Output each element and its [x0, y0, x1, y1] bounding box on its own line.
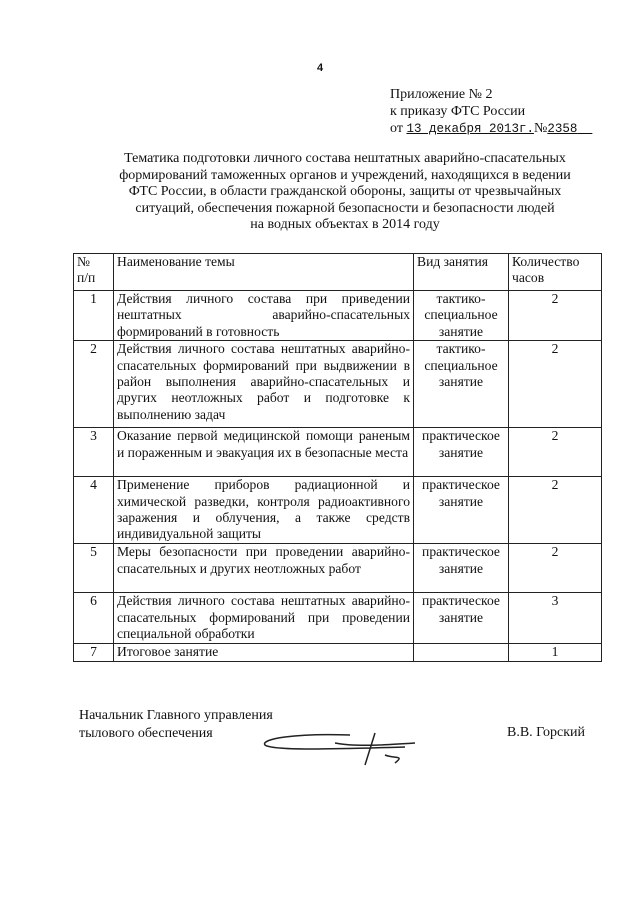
row-hours: 2 [509, 291, 602, 341]
row-name: Меры безопасности при проведении аварийно-спасательных и других неотложных работ [114, 544, 414, 593]
date-prefix: от [390, 121, 403, 136]
table-row [74, 477, 602, 544]
table-row [74, 544, 602, 593]
row-hours: 2 [509, 477, 602, 544]
row-type: практическое занятие [414, 544, 509, 593]
header-hours: Количество часов [509, 254, 602, 291]
title-line: ситуаций, обеспечения пожарной безопасности и безопасности людей [135, 200, 555, 216]
row-num: 3 [74, 428, 114, 477]
row-type: тактико-специальное занятие [414, 291, 509, 341]
order-number: 2358 [547, 122, 578, 136]
row-num: 5 [74, 544, 114, 593]
header-type: Вид занятия [414, 254, 509, 291]
row-num: 6 [74, 593, 114, 644]
row-type: практическое занятие [414, 428, 509, 477]
row-hours: 2 [509, 341, 602, 428]
appendix-date-line [390, 120, 592, 138]
row-hours: 2 [509, 544, 602, 593]
row-num: 2 [74, 341, 114, 428]
table-row [74, 593, 602, 644]
table-row [74, 341, 602, 428]
row-name: Действия личного состава при приведении нештатных аварийно-спасательных формирований в готовность [114, 291, 414, 341]
row-type: тактико-специальное занятие [414, 341, 509, 428]
row-type: практическое занятие [414, 593, 509, 644]
page-number: 4 [316, 62, 324, 74]
position-line1: Начальник Главного управления [79, 708, 273, 723]
row-name: Применение приборов радиационной и химической разведки, контроля радиоактивного заражения и облучения, а также средств индивидуальной защиты [114, 477, 414, 544]
signer-name: В.В. Горский [507, 725, 586, 740]
appendix-header [390, 86, 592, 138]
row-type: практическое занятие [414, 477, 509, 544]
table-header-row [74, 254, 602, 291]
appendix-line2: к приказу ФТС России [390, 104, 526, 119]
signature [255, 725, 435, 785]
row-num: 7 [74, 644, 114, 661]
table-row [74, 291, 602, 341]
title-line: ФТС России, в области гражданской обороны, защиты от чрезвычайных [128, 184, 562, 200]
title-line: Тематика подготовки личного состава нештатных аварийно-спасательных [124, 151, 566, 166]
header-num: № п/п [74, 254, 114, 291]
row-hours: 2 [509, 428, 602, 477]
signer-position [79, 707, 273, 743]
number-sign: № [533, 121, 548, 136]
topics-table [73, 253, 602, 662]
row-type [414, 644, 509, 661]
row-name: Итоговое занятие [114, 644, 414, 661]
row-num: 1 [74, 291, 114, 341]
position-line2: тылового обеспечения [79, 726, 213, 741]
title-line: формирований таможенных органов и учреждений, находящихся в ведении [119, 167, 571, 183]
appendix-line1: Приложение № 2 [390, 87, 493, 102]
document-title [80, 151, 610, 234]
row-num: 4 [74, 477, 114, 544]
row-hours: 1 [509, 644, 602, 661]
order-date: 13 декабря 2013г. [406, 122, 534, 136]
table-row [74, 644, 602, 661]
row-hours: 3 [509, 593, 602, 644]
row-name: Оказание первой медицинской помощи раненым и пораженным и эвакуация их в безопасные места [114, 428, 414, 477]
row-name: Действия личного состава нештатных аварийно-спасательных формирований при проведении специальной обработки [114, 593, 414, 644]
title-line: на водных объектах в 2014 году [250, 217, 440, 233]
header-name: Наименование темы [114, 254, 414, 291]
table-row [74, 428, 602, 477]
row-name: Действия личного состава нештатных аварийно-спасательных формирований при выдвижении в район выполнения аварийно-спасательных и других неотложных работ и подготовке к выполнению задач [114, 341, 414, 428]
